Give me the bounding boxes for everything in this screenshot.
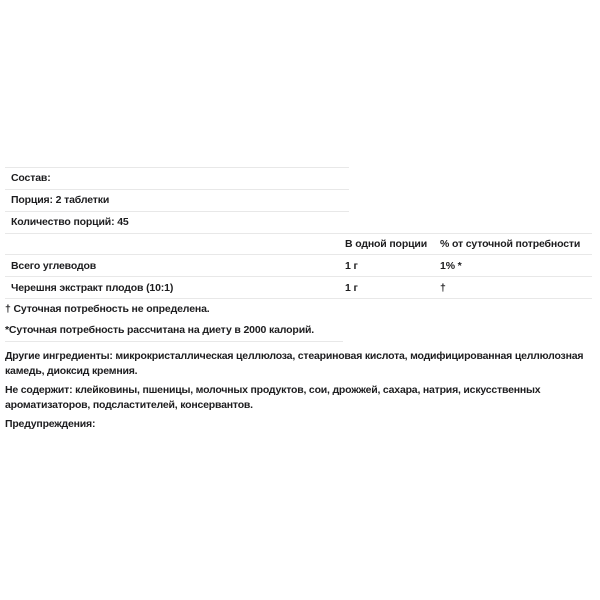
composition-row [5, 167, 349, 189]
nutrient-name: Черешня экстракт плодов (10:1) [11, 281, 174, 294]
nutrition-table [5, 233, 592, 299]
table-header-row [5, 233, 592, 254]
column-header-daily-value: % от суточной потребности [440, 238, 581, 250]
paragraphs-section [5, 349, 592, 432]
footnote-dagger: † Суточная потребность не определена. [5, 303, 210, 315]
label-content [5, 167, 592, 436]
does-not-contain-paragraph: Не содержит: клейковины, пшеницы, молочных продуктов, сои, дрожжей, сахара, натрия, искусственных ароматизаторов, подсластителей, консервантов. [5, 384, 541, 411]
nutrient-name: Всего углеводов [11, 259, 97, 272]
nutrient-daily-value: † [440, 281, 446, 294]
footnotes-section [5, 299, 343, 342]
nutrient-amount: 1 г [345, 281, 358, 294]
other-ingredients-paragraph: Другие ингредиенты: микрокристаллическая целлюлоза, стеариновая кислота, модифицированная целлюлозная камедь, диоксид кремния. [5, 350, 584, 377]
nutrient-amount: 1 г [345, 259, 358, 272]
column-header-per-serving: В одной порции [345, 238, 428, 250]
servings-per-container-row [5, 211, 349, 233]
serving-size-row [5, 189, 349, 211]
servings-per-container-label: Количество порций: 45 [11, 216, 129, 228]
table-row [5, 254, 592, 276]
nutrient-daily-value: 1% * [440, 259, 462, 272]
table-row [5, 276, 592, 299]
footnote-asterisk: *Суточная потребность рассчитана на диету в 2000 калорий. [5, 324, 315, 336]
serving-size-label: Порция: 2 таблетки [11, 194, 110, 206]
warnings-heading: Предупреждения: [5, 418, 96, 430]
composition-label: Состав: [11, 172, 51, 184]
